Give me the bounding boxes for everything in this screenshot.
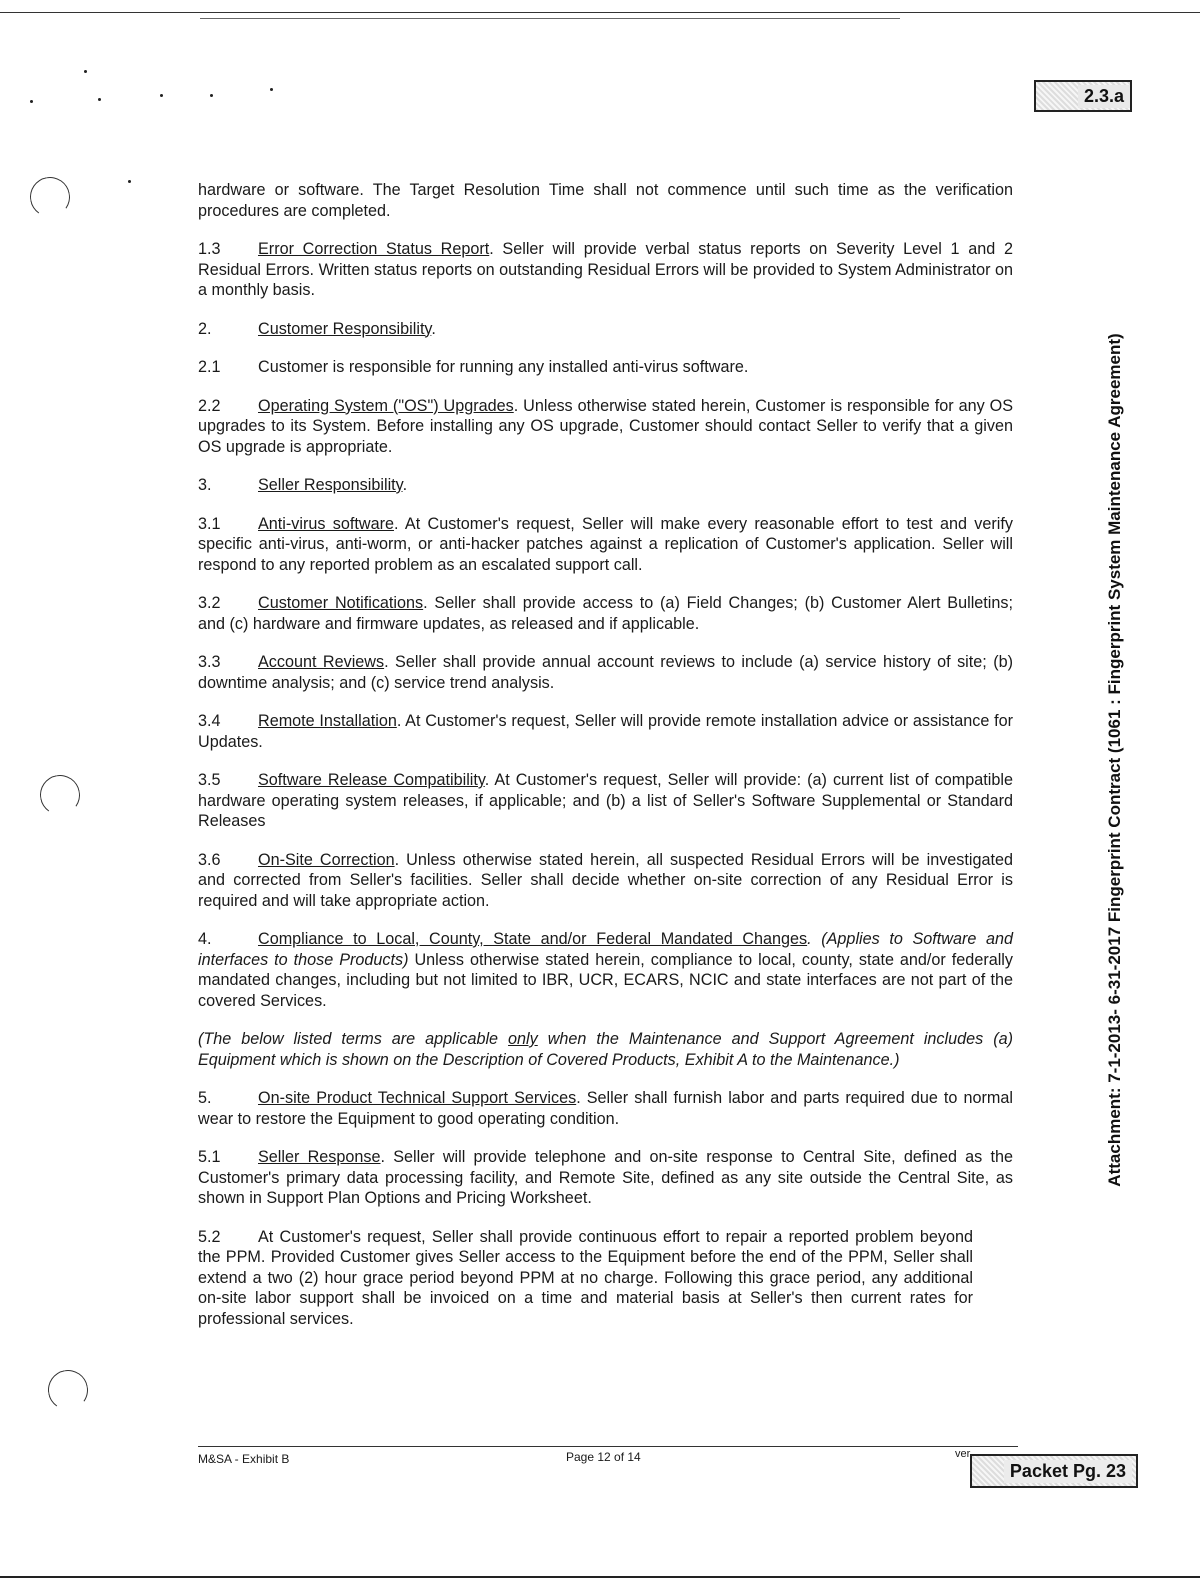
section-title: Customer Responsibility	[258, 319, 432, 338]
binder-hole-icon	[37, 772, 83, 818]
equipment-terms-note	[198, 1029, 1013, 1070]
section-title: Customer Notifications	[258, 594, 424, 612]
section-5-1	[198, 1147, 1013, 1209]
section-title: Seller Responsibility	[258, 476, 403, 494]
section-number: 3.3	[198, 653, 221, 671]
bottom-scan-rule	[0, 1576, 1200, 1578]
note-emphasis: only	[508, 1030, 538, 1048]
section-body: . Seller shall provide annual account reviews to include (a) service history of site; (b) downtime analysis; and (c) service trend analysis.	[198, 653, 1013, 692]
scan-speck	[270, 88, 273, 91]
section-title: Seller Response	[258, 1148, 381, 1166]
section-2-1	[198, 357, 1013, 378]
section-number: 1.3	[198, 240, 221, 258]
section-body: . Seller shall furnish labor and parts required due to normal wear to restore the Equipment to good operating condition.	[198, 1089, 1013, 1128]
binder-hole-icon	[27, 174, 73, 220]
note-text: when the Maintenance and Support Agreement includes (a) Equipment which is shown on the Description of Covered Products, Exhibit A to the Maintenance.)	[198, 1030, 1013, 1069]
section-number: 3.4	[198, 712, 221, 730]
scan-speck	[128, 180, 131, 183]
section-number: 3.6	[198, 850, 221, 869]
note-text: (The below listed terms are applicable	[198, 1030, 509, 1048]
section-2-2	[198, 396, 1013, 458]
section-number: 3.	[198, 476, 212, 494]
section-title: Account Reviews	[258, 653, 385, 671]
section-number: 5.	[198, 1089, 212, 1107]
section-number: 5.1	[198, 1148, 221, 1166]
section-body: .	[431, 319, 436, 338]
section-body: . At Customer's request, Seller will make every reasonable effort to test and verify specific anti-virus, anti-worm, or anti-hacker patches against a replication of Customer's application. Seller will respond to any reported problem as an escalated support call.	[198, 514, 1013, 574]
section-number: 3.5	[198, 771, 221, 789]
section-number: 3.1	[198, 514, 221, 533]
section-tag-label: 2.3.a	[1078, 85, 1130, 108]
section-3-1	[198, 514, 1013, 576]
section-number: 2.	[198, 319, 212, 338]
section-body: . Seller will provide verbal status reports on Severity Level 1 and 2 Residual Errors. Written status reports on outstanding Residual Errors will be provided to System Administrator on a monthly basis.	[198, 240, 1013, 299]
section-number: 3.2	[198, 594, 221, 612]
section-3-3	[198, 652, 1013, 693]
footer-version: ver	[955, 1448, 971, 1460]
binder-hole-icon	[45, 1367, 91, 1413]
section-body: . Unless otherwise stated herein, Customer is responsible for any OS upgrades to its System. Before installing any OS upgrade, Customer should contact Seller to verify that a given OS upgrade is appropriate.	[198, 396, 1013, 456]
scan-speck	[160, 94, 163, 97]
paragraph-text: hardware or software. The Target Resolution Time shall not commence until such time as the verification procedures are completed.	[198, 181, 1013, 220]
section-body: Unless otherwise stated herein, compliance to local, county, state and/or federally mandated changes, including but not limited to IBR, UCR, ECARS, NCIC and state interfaces are not part of the covered Services.	[198, 950, 1013, 1010]
section-body: . Seller shall provide access to (a) Field Changes; (b) Customer Alert Bulletins; and (c) hardware and firmware updates, as released and if applicable.	[198, 594, 1013, 633]
section-body: At Customer's request, Seller shall provide continuous effort to repair a reported problem beyond the PPM. Provided Customer gives Seller access to the Equipment before the end of the PPM, Seller shall extend a two (2) hour grace period beyond PPM at no charge. Following this grace period, any additional on-site labor support shall be invoiced on a time and material basis at Seller's then current rates for professional services.	[198, 1227, 973, 1328]
section-title: On-site Product Technical Support Services	[258, 1089, 577, 1107]
section-3-2	[198, 593, 1013, 634]
section-body: .	[402, 476, 408, 494]
section-title: Operating System ("OS") Upgrades	[258, 396, 514, 415]
section-number: 2.2	[198, 396, 221, 415]
section-tag-badge	[1034, 80, 1132, 112]
scan-speck	[84, 70, 87, 73]
section-title: Compliance to Local, County, State and/or Federal Mandated Changes	[258, 930, 808, 948]
section-italic-note: . (Applies to Software and interfaces to those Products)	[198, 930, 1013, 969]
section-3-5	[198, 770, 1013, 832]
attachment-side-label: Attachment: 7-1-2013- 6-31-2017 Fingerprint Contract (1061 : Fingerprint System Maintenance Agreement)	[1105, 333, 1124, 1187]
scan-speck	[210, 94, 213, 97]
section-title: Anti-virus software	[258, 514, 394, 533]
section-body: Customer is responsible for running any installed anti-virus software.	[258, 358, 749, 376]
footer-page-number: Page 12 of 14	[566, 1450, 641, 1464]
section-3	[198, 475, 1013, 496]
document-body	[198, 180, 1013, 1347]
footer-rule	[198, 1446, 1018, 1447]
footer-exhibit-label: M&SA - Exhibit B	[198, 1452, 290, 1466]
section-title: Remote Installation	[258, 712, 397, 730]
packet-page-label: Packet Pg. 23	[1004, 1460, 1132, 1483]
section-5	[198, 1088, 1013, 1129]
section-body: . At Customer's request, Seller will provide: (a) current list of compatible hardware operating system releases, if applicable; and (b) a list of Seller's Software Supplemental or Standard Releases	[198, 771, 1013, 830]
section-1-3	[198, 239, 1013, 301]
section-body: . At Customer's request, Seller will provide remote installation advice or assistance for Updates.	[198, 712, 1013, 751]
paragraph	[198, 180, 1013, 221]
section-title: On-Site Correction	[258, 850, 395, 869]
section-3-6	[198, 850, 1013, 912]
scan-speck	[30, 100, 33, 103]
section-body: . Unless otherwise stated herein, all suspected Residual Errors will be investigated and corrected from Seller's facilities. Seller shall decide whether on-site correction of any Residual Error is required and will take appropriate action.	[198, 850, 1013, 910]
section-title: Software Release Compatibility	[258, 771, 485, 789]
section-number: 2.1	[198, 358, 221, 376]
section-2	[198, 319, 1013, 340]
section-title: Error Correction Status Report	[258, 240, 490, 258]
packet-page-badge	[970, 1454, 1138, 1488]
section-body: . Seller will provide telephone and on-site response to Central Site, defined as the Customer's primary data processing facility, and Remote Site, defined as any site outside the Central Site, as shown in Support Plan Options and Pricing Worksheet.	[198, 1148, 1014, 1207]
top-scan-rule-secondary	[200, 18, 900, 19]
section-3-4	[198, 711, 1013, 752]
section-4	[198, 929, 1013, 1011]
top-scan-rule	[0, 12, 1200, 13]
section-5-2	[198, 1227, 973, 1330]
scan-speck	[98, 98, 101, 101]
section-number: 4.	[198, 930, 212, 948]
section-number: 5.2	[198, 1227, 221, 1246]
